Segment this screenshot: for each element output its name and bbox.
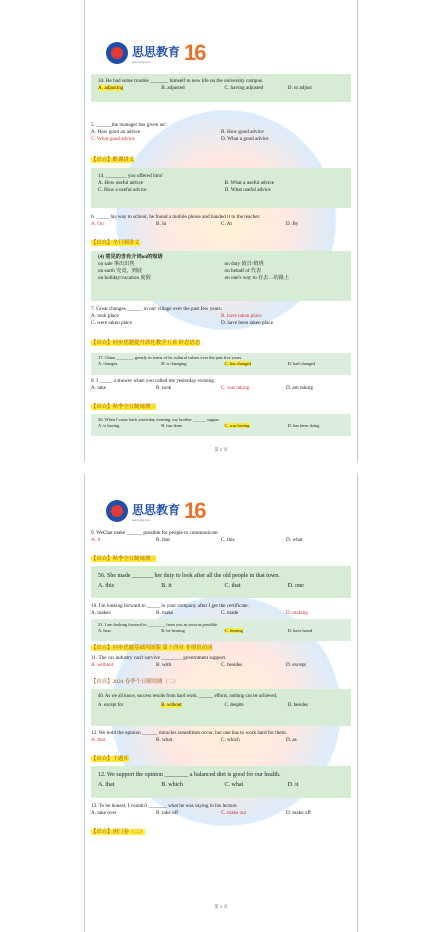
source-tag: 【出自】闭门卷（三） (91, 829, 145, 835)
question-12b: 12. We support the opinion ________ a balanced diet is good for our health. A. that B. which C. what D. it (98, 772, 299, 788)
logo-circle-icon (106, 42, 128, 64)
source-tag: 【出自】全日制讲义 (91, 240, 140, 246)
page-border-left (84, 0, 85, 462)
question-21: 21. I am looking forward to ________ from you as soon as possible. A. hear B. be hearing C. hearing D. have heard (98, 622, 313, 633)
question-11: 11. The car industry can't survive ________ government support. A. without B. with C. besides D. except (91, 655, 306, 668)
brand-logo: 思思教育 www.ssjy.com 16 (106, 498, 205, 524)
question-5: 5. ______the manager has given us! A. How good an advice B. How good advice C. What good advice D. What a good advice (91, 122, 269, 142)
question-10: 10. I'm looking forward to _____ in your company after I get the certificate. A. makes B. make C. made D. making (91, 603, 308, 616)
page-border-right (357, 0, 358, 462)
logo-circle-icon (106, 500, 128, 522)
page-number: 第 2 页 (214, 447, 228, 452)
source-tag: 【出自】千题库 (91, 756, 129, 762)
question-8: 8. I _____ a shower when you called me yesterday evening. A. take B. took C. was taking D. am taking (91, 378, 313, 391)
source-tag: 【出自】秋季全日制周测三 (91, 556, 156, 562)
question-14: 14. ________ you offered him! A. How useful advice B. What a useful advice C. How a useful advice D. What useful advice (98, 173, 275, 193)
question-7: 7. Great changes ______ in our village over the past few years. A. took place B. have taken place C. were taken place D. have been taken place (91, 306, 273, 326)
page-number: 第 3 页 (214, 904, 228, 909)
question-36: 36. When I came back yesterday evening, my brother ______ supper. A. is having B. has done C. was having D. has been doing (98, 417, 320, 428)
question-12: 12. We hold the opinion ______ miracles sometimes occur, but one has to work hard for them. A. that B. what C. which D. as (91, 730, 297, 743)
source-tag: 【出自】同步优题基础巩固版 第十四章 非谓语动词 (91, 645, 213, 651)
question-6: 6. _____ his way to school, he found a mobile phone and handed it to the teacher. A. On B. In C. At D. By (91, 214, 299, 227)
document-page-2 (86, 0, 356, 460)
question-17: 17. China ________ greatly in terms of its cultural values over the past five years. A. changes B. is changing C. has changed D. had changed (98, 355, 316, 366)
brand-logo: 思思教育 www.ssjy.com 16 (106, 40, 205, 66)
source-tag: 【出自】酷课讲义 (91, 157, 135, 163)
question-9: 9. WeChat make ______ possible for people to communicate. A. it B. that C. this D. what (91, 530, 303, 543)
source-tag: 【出自】同步优题提升郭化教学五章 时态语态 (91, 340, 201, 346)
source-tag: 【出自】秋季全日制周测三 (91, 404, 156, 410)
question-13: 13. To be honest, I couldn't _______ what he was saying in his lecture. A. take over B. take off C. make out D. make off (91, 803, 311, 816)
page-border-left (84, 474, 85, 932)
source-tag: 【出自】2024 春季个日制周测（二） (91, 679, 179, 685)
question-34: 34. He had some trouble _______ himself to new life on the university campus. A. adjusting B. adjusted C. having adjusted D. to adjust (98, 78, 312, 91)
question-40: 40. As we all know, success results from hard work; ______ efforts, nothing can be achieved. A. except for B. without C. despite D. besides (98, 694, 308, 708)
document-page-3 (86, 476, 356, 932)
page-border-right (357, 474, 358, 932)
question-56: 56. She made _______ her duty to look after all the old people in that town. A. this B. it C. that D. one (98, 573, 304, 589)
on-phrases: (4) 常见的含有介词on的短语 on sale 事出出售 on duty 值日/值班 on earth 究竟，到底 on behalf of 代表 on holiday/vacation 度假 on one's way to 在去…的路上 (98, 254, 290, 281)
